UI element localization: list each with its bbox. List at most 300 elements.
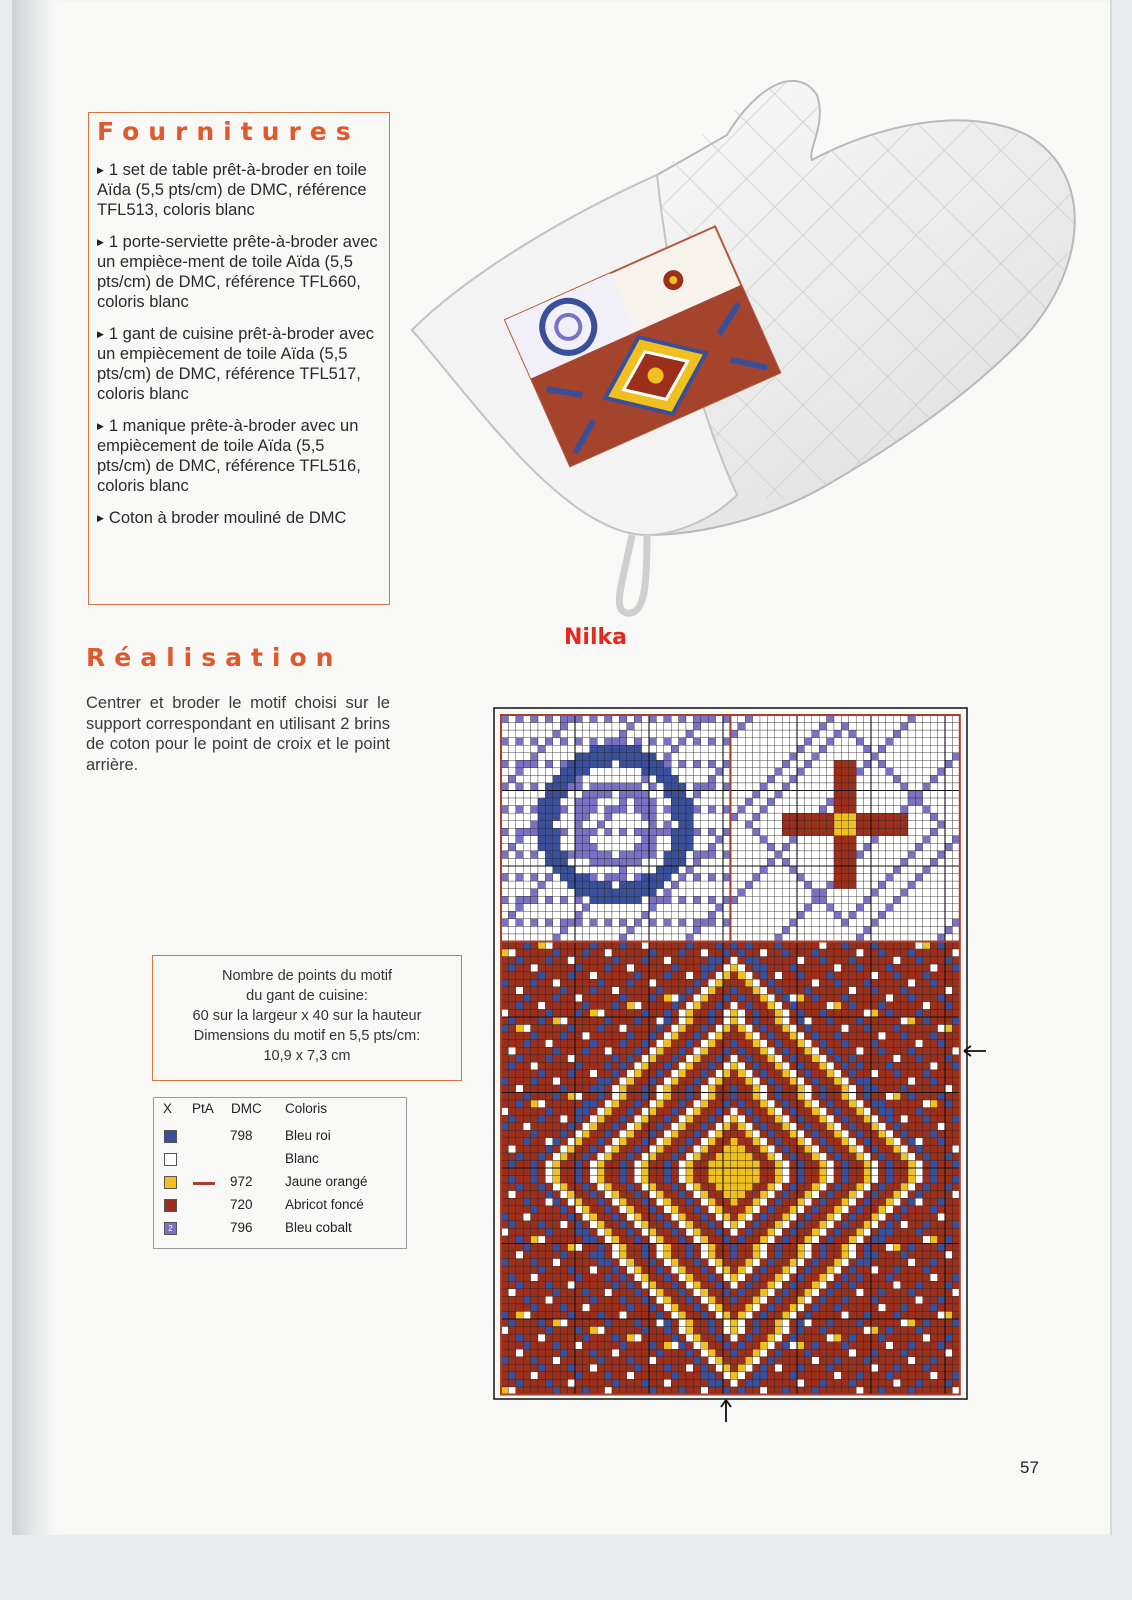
chart-cell bbox=[619, 1311, 626, 1319]
chart-cell bbox=[952, 911, 959, 919]
chart-cell bbox=[893, 1251, 900, 1259]
chart-cell bbox=[767, 1123, 774, 1131]
chart-cell bbox=[849, 791, 856, 799]
chart-cell bbox=[516, 1108, 523, 1116]
chart-cell bbox=[952, 715, 959, 723]
chart-cell bbox=[501, 1002, 508, 1010]
chart-cell bbox=[908, 1032, 915, 1040]
chart-cell bbox=[627, 760, 634, 768]
chart-cell bbox=[915, 1176, 922, 1184]
chart-cell bbox=[686, 1311, 693, 1319]
chart-cell bbox=[841, 1055, 848, 1063]
chart-cell bbox=[938, 1009, 945, 1017]
chart-cell bbox=[627, 896, 634, 904]
chart-cell bbox=[723, 1100, 730, 1108]
chart-cell bbox=[516, 1093, 523, 1101]
chart-cell bbox=[878, 1198, 885, 1206]
chart-cell bbox=[908, 949, 915, 957]
chart-cell bbox=[508, 1198, 515, 1206]
chart-cell bbox=[538, 1221, 545, 1229]
chart-cell bbox=[582, 730, 589, 738]
chart-cell bbox=[642, 1206, 649, 1214]
chart-cell bbox=[686, 1070, 693, 1078]
chart-cell bbox=[508, 919, 515, 927]
chart-cell bbox=[523, 1251, 530, 1259]
chart-cell bbox=[797, 1228, 804, 1236]
chart-cell bbox=[568, 745, 575, 753]
chart-cell bbox=[745, 760, 752, 768]
chart-cell bbox=[841, 1296, 848, 1304]
chart-cell bbox=[827, 1025, 834, 1033]
chart-cell bbox=[827, 1085, 834, 1093]
chart-cell bbox=[545, 1266, 552, 1274]
chart-cell bbox=[671, 1002, 678, 1010]
chart-cell bbox=[938, 881, 945, 889]
chart-cell bbox=[693, 987, 700, 995]
chart-cell bbox=[886, 1304, 893, 1312]
chart-cell bbox=[545, 1244, 552, 1252]
chart-cell bbox=[908, 760, 915, 768]
chart-cell bbox=[545, 964, 552, 972]
chart-cell bbox=[797, 1281, 804, 1289]
chart-cell bbox=[804, 911, 811, 919]
chart-cell bbox=[775, 1055, 782, 1063]
chart-cell bbox=[671, 904, 678, 912]
chart-cell bbox=[760, 768, 767, 776]
chart-cell bbox=[834, 843, 841, 851]
chart-cell bbox=[834, 1040, 841, 1048]
chart-cell bbox=[908, 1274, 915, 1282]
chart-cell bbox=[656, 1115, 663, 1123]
chart-cell bbox=[804, 775, 811, 783]
chart-cell bbox=[612, 896, 619, 904]
chart-cell bbox=[516, 1115, 523, 1123]
chart-cell bbox=[649, 1145, 656, 1153]
chart-cell bbox=[827, 723, 834, 731]
chart-cell bbox=[597, 1153, 604, 1161]
chart-cell bbox=[516, 1047, 523, 1055]
chart-cell bbox=[582, 1047, 589, 1055]
chart-cell bbox=[849, 1228, 856, 1236]
chart-cell bbox=[797, 949, 804, 957]
chart-cell bbox=[531, 1311, 538, 1319]
chart-cell bbox=[612, 1153, 619, 1161]
chart-cell bbox=[656, 821, 663, 829]
chart-cell bbox=[930, 972, 937, 980]
chart-cell bbox=[738, 881, 745, 889]
chart-cell bbox=[501, 1259, 508, 1267]
chart-cell bbox=[819, 1266, 826, 1274]
chart-cell bbox=[693, 1198, 700, 1206]
chart-cell bbox=[930, 1274, 937, 1282]
chart-cell bbox=[671, 1032, 678, 1040]
chart-cell bbox=[560, 949, 567, 957]
chart-cell bbox=[568, 1259, 575, 1267]
chart-cell bbox=[686, 828, 693, 836]
chart-cell bbox=[545, 858, 552, 866]
chart-cell bbox=[864, 1047, 871, 1055]
chart-cell bbox=[893, 1025, 900, 1033]
chart-cell bbox=[753, 1085, 760, 1093]
chart-cell bbox=[671, 1304, 678, 1312]
chart-cell bbox=[701, 1153, 708, 1161]
chart-cell bbox=[671, 1274, 678, 1282]
chart-cell bbox=[893, 730, 900, 738]
chart-cell bbox=[915, 919, 922, 927]
chart-cell bbox=[671, 1108, 678, 1116]
chart-cell bbox=[790, 813, 797, 821]
chart-cell bbox=[545, 1251, 552, 1259]
chart-cell bbox=[790, 1017, 797, 1025]
chart-cell bbox=[605, 821, 612, 829]
chart-cell bbox=[686, 851, 693, 859]
chart-cell bbox=[878, 1062, 885, 1070]
chart-cell bbox=[738, 1070, 745, 1078]
chart-cell bbox=[901, 1123, 908, 1131]
chart-cell bbox=[849, 1130, 856, 1138]
chart-cell bbox=[560, 1266, 567, 1274]
chart-cell bbox=[878, 723, 885, 731]
chart-cell bbox=[841, 1077, 848, 1085]
chart-cell bbox=[738, 987, 745, 995]
chart-cell bbox=[849, 1032, 856, 1040]
chart-cell bbox=[538, 1047, 545, 1055]
chart-cell bbox=[716, 843, 723, 851]
chart-cell bbox=[797, 1183, 804, 1191]
chart-cell bbox=[553, 798, 560, 806]
chart-cell bbox=[516, 1032, 523, 1040]
chart-cell bbox=[568, 1176, 575, 1184]
chart-cell bbox=[753, 1281, 760, 1289]
chart-cell bbox=[627, 1062, 634, 1070]
chart-cell bbox=[693, 1108, 700, 1116]
chart-cell bbox=[716, 919, 723, 927]
chart-cell bbox=[908, 1251, 915, 1259]
chart-cell bbox=[819, 1002, 826, 1010]
chart-cell bbox=[627, 738, 634, 746]
chart-cell bbox=[782, 1168, 789, 1176]
chart-cell bbox=[590, 821, 597, 829]
chart-cell bbox=[790, 1055, 797, 1063]
chart-cell bbox=[545, 1062, 552, 1070]
chart-cell bbox=[501, 738, 508, 746]
chart-cell bbox=[952, 851, 959, 859]
chart-cell bbox=[930, 828, 937, 836]
chart-cell bbox=[923, 926, 930, 934]
chart-cell bbox=[952, 1115, 959, 1123]
chart-cell bbox=[753, 1070, 760, 1078]
chart-cell bbox=[930, 723, 937, 731]
chart-cell bbox=[923, 783, 930, 791]
chart-cell bbox=[753, 1077, 760, 1085]
chart-cell bbox=[827, 828, 834, 836]
chart-cell bbox=[915, 1138, 922, 1146]
chart-cell bbox=[819, 1077, 826, 1085]
chart-cell bbox=[775, 1025, 782, 1033]
chart-cell bbox=[582, 934, 589, 942]
chart-cell bbox=[664, 768, 671, 776]
chart-cell bbox=[804, 934, 811, 942]
chart-cell bbox=[878, 1055, 885, 1063]
chart-cell bbox=[701, 828, 708, 836]
chart-cell bbox=[701, 1168, 708, 1176]
chart-cell bbox=[923, 919, 930, 927]
chart-cell bbox=[886, 972, 893, 980]
chart-cell bbox=[701, 843, 708, 851]
chart-cell bbox=[730, 806, 737, 814]
chart-cell bbox=[945, 851, 952, 859]
chart-cell bbox=[871, 1274, 878, 1282]
chart-cell bbox=[671, 949, 678, 957]
chart-cell bbox=[790, 1244, 797, 1252]
chart-cell bbox=[952, 904, 959, 912]
chart-cell bbox=[864, 1160, 871, 1168]
chart-cell bbox=[531, 919, 538, 927]
chart-cell bbox=[553, 775, 560, 783]
chart-cell bbox=[560, 821, 567, 829]
chart-cell bbox=[864, 813, 871, 821]
chart-cell bbox=[575, 896, 582, 904]
chart-cell bbox=[723, 1251, 730, 1259]
chart-cell bbox=[908, 1085, 915, 1093]
chart-cell bbox=[582, 791, 589, 799]
chart-cell bbox=[908, 745, 915, 753]
chart-cell bbox=[930, 1138, 937, 1146]
chart-cell bbox=[693, 1160, 700, 1168]
chart-cell bbox=[871, 730, 878, 738]
chart-cell bbox=[730, 1123, 737, 1131]
chart-cell bbox=[849, 881, 856, 889]
chart-cell bbox=[886, 828, 893, 836]
chart-cell bbox=[938, 1130, 945, 1138]
chart-cell bbox=[686, 1281, 693, 1289]
chart-cell bbox=[782, 881, 789, 889]
chart-cell bbox=[856, 745, 863, 753]
chart-cell bbox=[568, 783, 575, 791]
chart-cell bbox=[938, 1002, 945, 1010]
chart-cell bbox=[649, 1244, 656, 1252]
chart-cell bbox=[575, 1236, 582, 1244]
chart-cell bbox=[568, 1198, 575, 1206]
chart-cell bbox=[619, 1115, 626, 1123]
chart-cell bbox=[841, 1244, 848, 1252]
chart-cell bbox=[590, 994, 597, 1002]
chart-cell bbox=[856, 828, 863, 836]
chart-cell bbox=[634, 926, 641, 934]
chart-cell bbox=[679, 1198, 686, 1206]
chart-cell bbox=[568, 987, 575, 995]
chart-cell bbox=[649, 1259, 656, 1267]
chart-cell bbox=[627, 1130, 634, 1138]
chart-cell bbox=[679, 1017, 686, 1025]
chart-cell bbox=[693, 949, 700, 957]
chart-cell bbox=[619, 1198, 626, 1206]
chart-cell bbox=[901, 806, 908, 814]
chart-cell bbox=[568, 1070, 575, 1078]
chart-cell bbox=[693, 889, 700, 897]
chart-cell bbox=[619, 1244, 626, 1252]
chart-cell bbox=[804, 1100, 811, 1108]
chart-cell bbox=[864, 1093, 871, 1101]
chart-cell bbox=[723, 1130, 730, 1138]
chart-cell bbox=[634, 813, 641, 821]
chart-cell bbox=[723, 1168, 730, 1176]
chart-cell bbox=[516, 942, 523, 950]
chart-cell bbox=[501, 1123, 508, 1131]
chart-cell bbox=[886, 738, 893, 746]
chart-cell bbox=[893, 911, 900, 919]
chart-cell bbox=[531, 911, 538, 919]
chart-cell bbox=[745, 806, 752, 814]
chart-cell bbox=[938, 1213, 945, 1221]
chart-cell bbox=[730, 1130, 737, 1138]
chart-cell bbox=[952, 836, 959, 844]
chart-cell bbox=[538, 1100, 545, 1108]
chart-cell bbox=[634, 1296, 641, 1304]
chart-cell bbox=[930, 1259, 937, 1267]
chart-cell bbox=[864, 783, 871, 791]
chart-cell bbox=[649, 994, 656, 1002]
chart-cell bbox=[723, 1047, 730, 1055]
chart-cell bbox=[930, 813, 937, 821]
chart-cell bbox=[804, 791, 811, 799]
chart-cell bbox=[945, 1160, 952, 1168]
chart-cell bbox=[945, 745, 952, 753]
chart-cell bbox=[634, 1304, 641, 1312]
chart-cell bbox=[538, 1160, 545, 1168]
chart-cell bbox=[582, 1108, 589, 1116]
chart-cell bbox=[671, 783, 678, 791]
chart-cell bbox=[938, 942, 945, 950]
chart-cell bbox=[627, 911, 634, 919]
chart-cell bbox=[886, 1259, 893, 1267]
chart-cell bbox=[634, 1198, 641, 1206]
chart-cell bbox=[738, 949, 745, 957]
chart-cell bbox=[575, 1153, 582, 1161]
chart-cell bbox=[930, 889, 937, 897]
chart-cell bbox=[797, 723, 804, 731]
chart-cell bbox=[523, 715, 530, 723]
chart-cell bbox=[686, 979, 693, 987]
chart-cell bbox=[834, 949, 841, 957]
chart-cell bbox=[686, 881, 693, 889]
chart-cell bbox=[930, 1160, 937, 1168]
chart-cell bbox=[767, 798, 774, 806]
chart-cell bbox=[738, 715, 745, 723]
chart-cell bbox=[834, 1032, 841, 1040]
chart-cell bbox=[849, 1221, 856, 1229]
chart-cell bbox=[693, 745, 700, 753]
chart-cell bbox=[568, 1206, 575, 1214]
chart-cell bbox=[553, 979, 560, 987]
chart-cell bbox=[819, 851, 826, 859]
chart-cell bbox=[664, 1130, 671, 1138]
chart-cell bbox=[708, 1115, 715, 1123]
chart-cell bbox=[760, 806, 767, 814]
chart-cell bbox=[819, 1070, 826, 1078]
chart-cell bbox=[871, 1259, 878, 1267]
chart-cell bbox=[782, 1198, 789, 1206]
chart-cell bbox=[508, 1236, 515, 1244]
chart-cell bbox=[619, 1047, 626, 1055]
chart-cell bbox=[590, 942, 597, 950]
chart-cell bbox=[605, 1062, 612, 1070]
chart-cell bbox=[760, 896, 767, 904]
chart-cell bbox=[553, 1296, 560, 1304]
chart-cell bbox=[938, 1206, 945, 1214]
chart-cell bbox=[568, 1183, 575, 1191]
chart-cell bbox=[634, 1183, 641, 1191]
chart-cell bbox=[523, 1206, 530, 1214]
chart-cell bbox=[775, 1274, 782, 1282]
chart-cell bbox=[656, 760, 663, 768]
chart-cell bbox=[723, 1032, 730, 1040]
chart-cell bbox=[686, 972, 693, 980]
chart-cell bbox=[790, 896, 797, 904]
chart-cell bbox=[804, 1115, 811, 1123]
chart-cell bbox=[790, 1100, 797, 1108]
chart-cell bbox=[753, 1259, 760, 1267]
chart-cell bbox=[797, 1236, 804, 1244]
chart-cell bbox=[827, 1213, 834, 1221]
chart-cell bbox=[634, 1009, 641, 1017]
chart-cell bbox=[753, 889, 760, 897]
chart-cell bbox=[545, 934, 552, 942]
chart-cell bbox=[886, 1017, 893, 1025]
chart-cell bbox=[716, 828, 723, 836]
chart-cell bbox=[664, 1289, 671, 1297]
chart-cell bbox=[804, 798, 811, 806]
chart-cell bbox=[812, 866, 819, 874]
chart-cell bbox=[849, 942, 856, 950]
chart-cell bbox=[952, 987, 959, 995]
chart-cell bbox=[775, 994, 782, 1002]
chart-cell bbox=[886, 1183, 893, 1191]
chart-cell bbox=[797, 843, 804, 851]
chart-cell bbox=[901, 904, 908, 912]
chart-cell bbox=[538, 1009, 545, 1017]
chart-cell bbox=[745, 1176, 752, 1184]
chart-cell bbox=[582, 1145, 589, 1153]
chart-cell bbox=[508, 942, 515, 950]
chart-cell bbox=[930, 1002, 937, 1010]
chart-cell bbox=[516, 874, 523, 882]
chart-cell bbox=[634, 987, 641, 995]
chart-cell bbox=[812, 806, 819, 814]
chart-cell bbox=[501, 1138, 508, 1146]
chart-cell bbox=[516, 1289, 523, 1297]
chart-cell bbox=[893, 1206, 900, 1214]
chart-cell bbox=[649, 753, 656, 761]
chart-cell bbox=[560, 1009, 567, 1017]
chart-cell bbox=[767, 1047, 774, 1055]
chart-cell bbox=[708, 1130, 715, 1138]
chart-cell bbox=[767, 889, 774, 897]
chart-cell bbox=[642, 889, 649, 897]
chart-cell bbox=[878, 1289, 885, 1297]
chart-cell bbox=[893, 798, 900, 806]
chart-cell bbox=[745, 1221, 752, 1229]
chart-cell bbox=[812, 1115, 819, 1123]
chart-cell bbox=[568, 1085, 575, 1093]
chart-cell bbox=[664, 1191, 671, 1199]
chart-cell bbox=[952, 821, 959, 829]
chart-cell bbox=[775, 979, 782, 987]
chart-cell bbox=[516, 919, 523, 927]
chart-cell bbox=[516, 1017, 523, 1025]
chart-cell bbox=[560, 1040, 567, 1048]
chart-cell bbox=[834, 1093, 841, 1101]
